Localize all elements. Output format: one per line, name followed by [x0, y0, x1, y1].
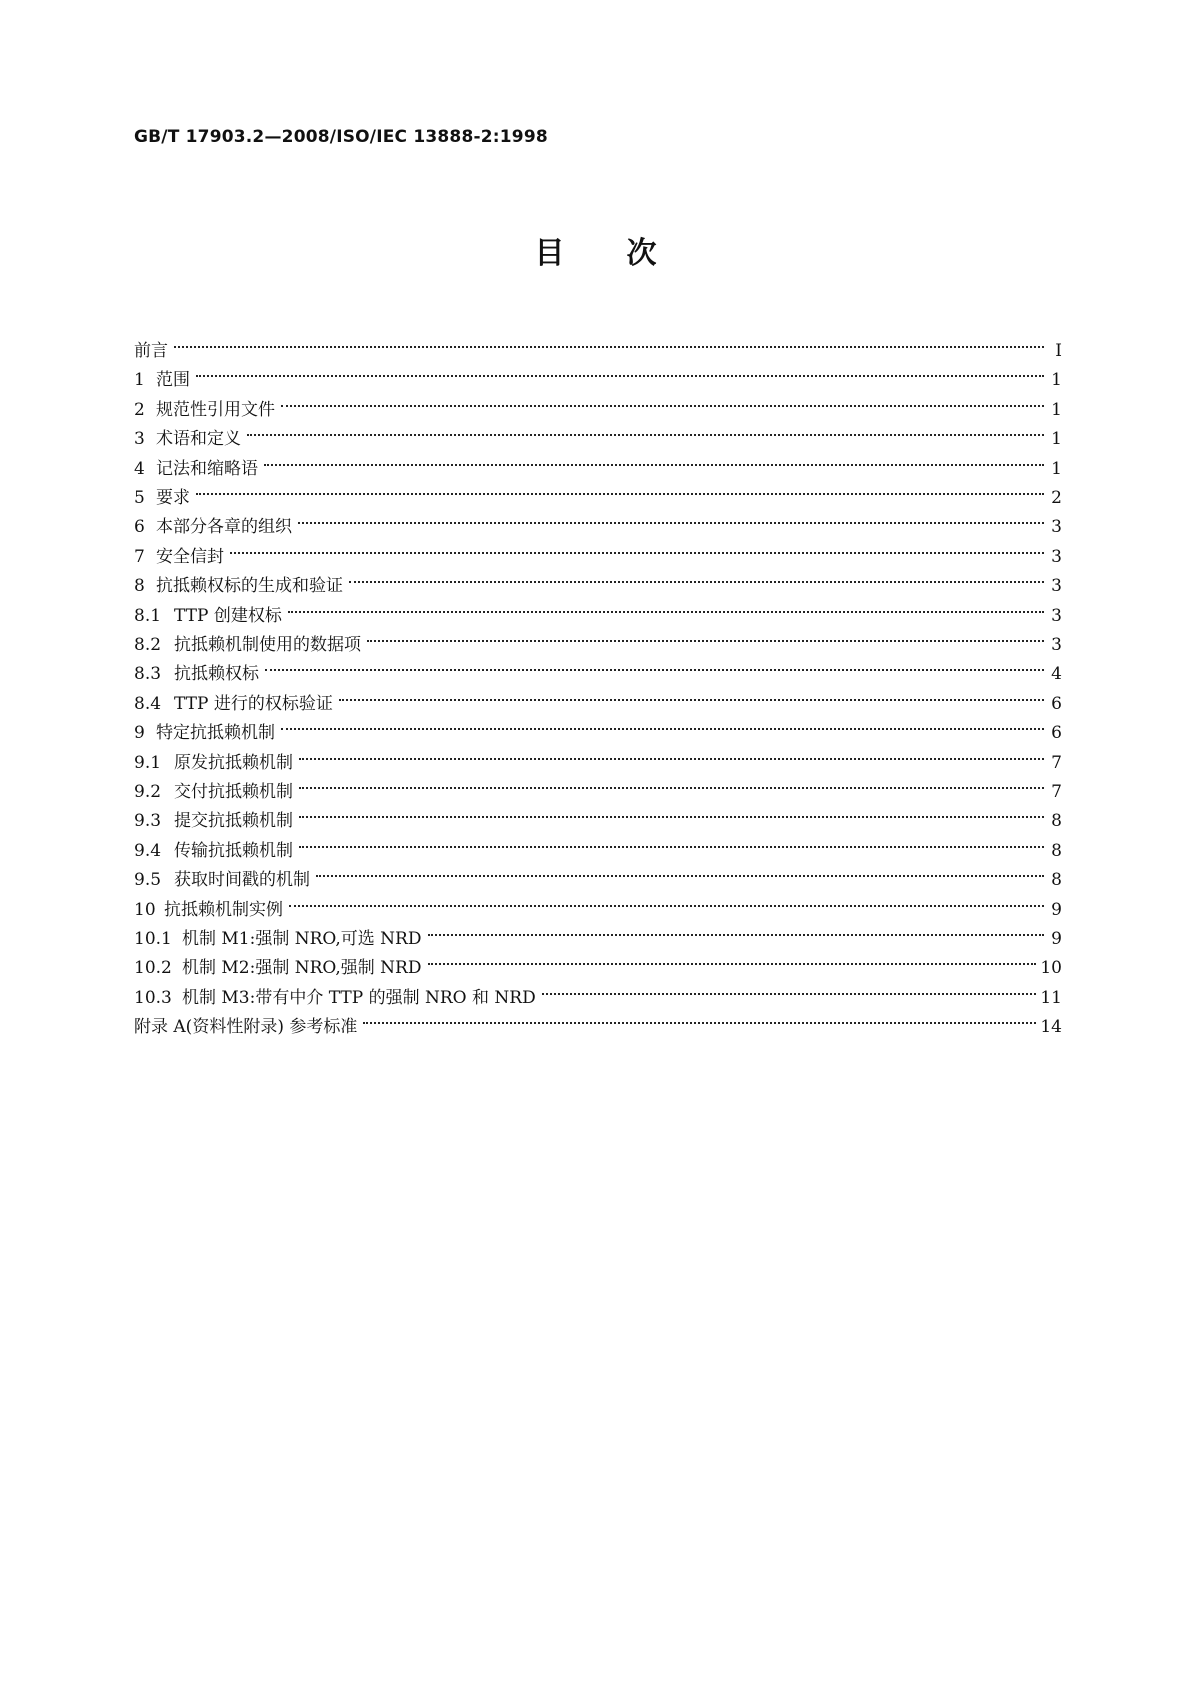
toc-entry[interactable] [134, 649, 1062, 684]
toc-entry[interactable] [134, 1002, 1062, 1037]
toc-entry-label: 获取时间戳的机制 [174, 870, 310, 890]
toc-entry-number: 10.1 [134, 929, 172, 949]
toc-entry[interactable] [134, 679, 1062, 714]
toc-entry-page: 14 [1040, 1017, 1062, 1037]
toc-entry-number: 8.3 [134, 664, 162, 684]
toc-entry-page: 8 [1051, 870, 1062, 890]
toc-dot-leader [299, 738, 1044, 768]
toc-entry-number: 10 [134, 900, 156, 920]
toc-dot-leader [264, 444, 1044, 474]
toc-entry-page: 6 [1051, 723, 1062, 743]
toc-entry-label: 抗抵赖权标 [174, 664, 259, 684]
toc-dot-leader [281, 708, 1044, 738]
toc-entry-label: 范围 [156, 370, 190, 390]
toc-entry-label: 抗抵赖权标的生成和验证 [156, 576, 343, 596]
toc-dot-leader [289, 885, 1044, 915]
toc-entry[interactable] [134, 826, 1062, 861]
toc-entry-label: 本部分各章的组织 [156, 517, 292, 537]
toc-entry-number: 6 [134, 517, 145, 537]
toc-entry[interactable] [134, 561, 1062, 596]
toc-entry[interactable] [134, 767, 1062, 802]
toc-entry-number: 9.1 [134, 753, 162, 773]
toc-entry-page: 10 [1040, 958, 1062, 978]
toc-dot-leader [265, 649, 1044, 679]
toc-entry[interactable] [134, 796, 1062, 831]
toc-entry-page: 3 [1051, 517, 1062, 537]
toc-dot-leader [288, 591, 1044, 621]
toc-dot-leader [174, 326, 1044, 356]
toc-entry-label: 传输抗抵赖机制 [174, 841, 293, 861]
toc-entry[interactable] [134, 385, 1062, 420]
toc-entry-page: 1 [1051, 400, 1062, 420]
toc-dot-leader [339, 679, 1044, 709]
toc-entry-page: 9 [1051, 929, 1062, 949]
toc-entry-number: 9.5 [134, 870, 162, 890]
toc-entry[interactable] [134, 914, 1062, 949]
toc-entry-page: 8 [1051, 841, 1062, 861]
toc-entry-number: 9.2 [134, 782, 162, 802]
toc-entry-label: 特定抗抵赖机制 [156, 723, 275, 743]
toc-dot-leader [349, 561, 1044, 591]
toc-dot-leader [316, 855, 1044, 885]
toc-entry[interactable] [134, 738, 1062, 773]
toc-entry-label: 抗抵赖机制使用的数据项 [174, 635, 361, 655]
toc-dot-leader [281, 385, 1044, 415]
toc-entry-page: 6 [1051, 694, 1062, 714]
toc-entry-page: 9 [1051, 900, 1062, 920]
toc-entry-page: 7 [1051, 782, 1062, 802]
toc-entry-number: 8.1 [134, 606, 162, 626]
toc-dot-leader [299, 767, 1044, 797]
toc-entry-label: 机制 M2:强制 NRO,强制 NRD [182, 958, 422, 978]
toc-entry[interactable] [134, 473, 1062, 508]
toc-entry[interactable] [134, 885, 1062, 920]
toc-entry[interactable] [134, 414, 1062, 449]
toc-entry-label: 提交抗抵赖机制 [174, 811, 293, 831]
toc-dot-leader [428, 914, 1045, 944]
toc-entry-page: 4 [1051, 664, 1062, 684]
toc-entry[interactable] [134, 620, 1062, 655]
toc-dot-leader [367, 620, 1044, 650]
toc-entry-label: 附录 A(资料性附录) 参考标准 [134, 1017, 358, 1037]
toc-entry-page: 11 [1040, 988, 1062, 1008]
toc-entry[interactable] [134, 355, 1062, 390]
toc-entry-page: 1 [1051, 429, 1062, 449]
toc-entry-number: 10.3 [134, 988, 172, 1008]
toc-entry[interactable] [134, 326, 1062, 361]
toc-entry-page: 2 [1051, 488, 1062, 508]
toc-entry[interactable] [134, 591, 1062, 626]
toc-entry-number: 10.2 [134, 958, 172, 978]
toc-entry-page: 3 [1051, 635, 1062, 655]
toc-entry-number: 1 [134, 370, 145, 390]
toc-entry-page: 3 [1051, 576, 1062, 596]
toc-entry-number: 3 [134, 429, 145, 449]
toc-entry-page: 8 [1051, 811, 1062, 831]
toc-entry-label: 前言 [134, 341, 168, 361]
toc-entry[interactable] [134, 855, 1062, 890]
toc-entry-number: 5 [134, 488, 145, 508]
toc-dot-leader [230, 532, 1044, 562]
toc-entry[interactable] [134, 943, 1062, 978]
toc-entry-page: 1 [1051, 370, 1062, 390]
toc-entry-label: 术语和定义 [156, 429, 241, 449]
page-title: 目次 [534, 236, 719, 271]
toc-entry-label: 交付抗抵赖机制 [174, 782, 293, 802]
toc-dot-leader [298, 502, 1044, 532]
toc-entry-page: Ⅰ [1055, 341, 1062, 361]
toc-entry-number: 9 [134, 723, 145, 743]
toc-entry-page: 3 [1051, 547, 1062, 567]
toc-dot-leader [363, 1002, 1036, 1032]
toc-entry-page: 1 [1051, 459, 1062, 479]
toc-entry-number: 9.4 [134, 841, 162, 861]
toc-entry-number: 2 [134, 400, 145, 420]
toc-entry[interactable] [134, 532, 1062, 567]
toc-entry-page: 7 [1051, 753, 1062, 773]
toc-entry-label: 原发抗抵赖机制 [174, 753, 293, 773]
toc-entry-label: TTP 创建权标 [174, 606, 282, 626]
toc-entry-number: 9.3 [134, 811, 162, 831]
toc-dot-leader [428, 943, 1037, 973]
toc-entry-number: 7 [134, 547, 145, 567]
toc-dot-leader [299, 796, 1044, 826]
toc-dot-leader [196, 473, 1044, 503]
toc-entry-label: 抗抵赖机制实例 [164, 900, 283, 920]
toc-entry-page: 3 [1051, 606, 1062, 626]
toc-dot-leader [542, 973, 1037, 1003]
toc-entry-number: 8 [134, 576, 145, 596]
toc-entry[interactable] [134, 444, 1062, 479]
toc-entry[interactable] [134, 502, 1062, 537]
toc-entry-label: 机制 M1:强制 NRO,可选 NRD [182, 929, 422, 949]
toc-entry-label: 要求 [156, 488, 190, 508]
toc-entry-label: 机制 M3:带有中介 TTP 的强制 NRO 和 NRD [182, 988, 536, 1008]
toc-entry[interactable] [134, 708, 1062, 743]
toc-entry-label: 记法和缩略语 [156, 459, 258, 479]
toc-entry-number: 8.4 [134, 694, 162, 714]
toc-entry-label: 规范性引用文件 [156, 400, 275, 420]
toc-dot-leader [247, 414, 1044, 444]
toc-entry[interactable] [134, 973, 1062, 1008]
toc-entry-number: 4 [134, 459, 145, 479]
standard-code-header: GB/T 17903.2—2008/ISO/IEC 13888-2:1998 [134, 127, 548, 147]
toc-entry-number: 8.2 [134, 635, 162, 655]
toc-entry-label: 安全信封 [156, 547, 224, 567]
toc-dot-leader [299, 826, 1044, 856]
toc-entry-label: TTP 进行的权标验证 [174, 694, 333, 714]
toc-dot-leader [196, 355, 1044, 385]
